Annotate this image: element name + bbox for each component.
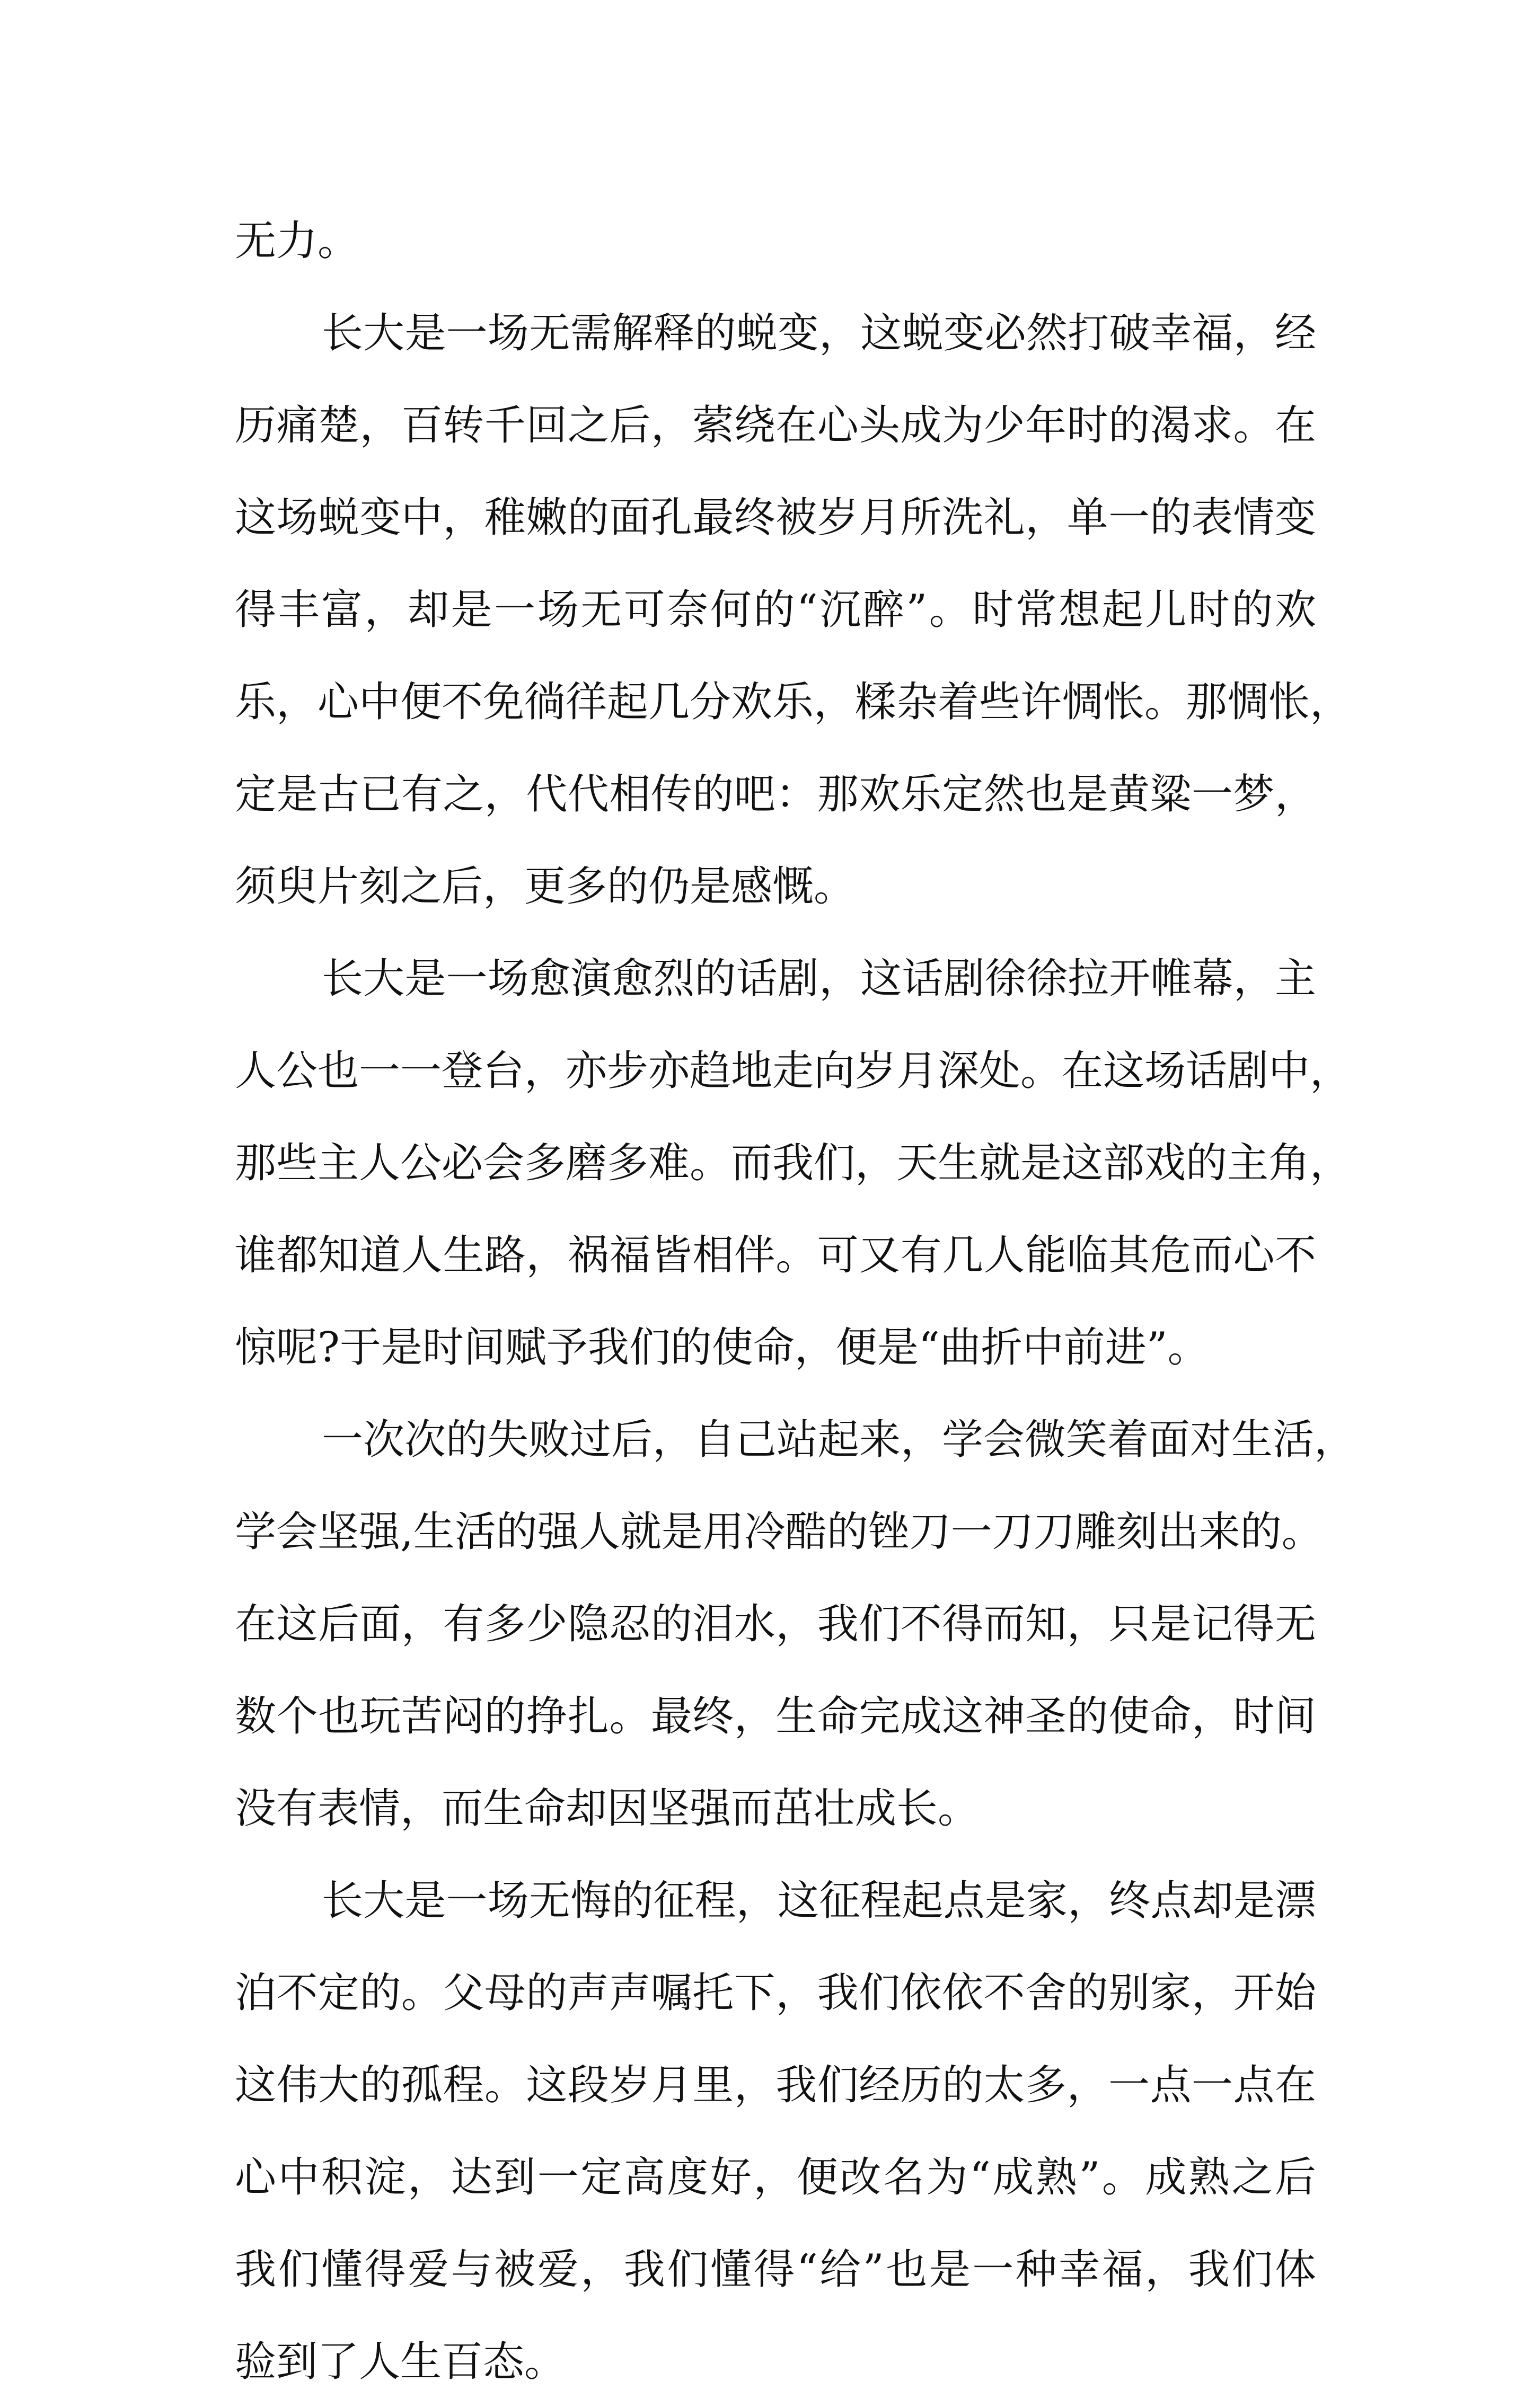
text-line-24: 验到了人生百态。 [235,2338,566,2386]
text-line-22: 心中积淀，达到一定高度好，便改名为“成熟”。成熟之后 [235,2154,1316,2201]
text-line-11: 那些主人公必会多磨多难。而我们，天生就是这部戏的主角， [235,1139,1352,1187]
text-line-3: 历痛楚，百转千回之后，萦绕在心头成为少年时的渴求。在 [235,402,1316,449]
text-line-23: 我们懂得爱与被爱，我们懂得“给”也是一种幸福，我们体 [235,2246,1316,2294]
essay-body [235,195,1356,2408]
text-line-9: 长大是一场愈演愈烈的话剧，这话剧徐徐拉开帷幕，主 [322,955,1316,1003]
text-line-16: 在这后面，有多少隐忍的泪水，我们不得而知，只是记得无 [235,1600,1316,1648]
text-line-15: 学会坚强,生活的强人就是用冷酷的锉刀一刀刀雕刻出来的。 [235,1508,1323,1556]
text-line-8: 须臾片刻之后，更多的仍是感慨。 [235,863,856,910]
text-line-19: 长大是一场无悔的征程，这征程起点是家，终点却是漂 [322,1877,1316,1925]
text-line-10: 人公也一一登台，亦步亦趋地走向岁月深处。在这场话剧中， [235,1047,1352,1095]
text-line-6: 乐，心中便不免徜徉起几分欢乐，糅杂着些许惆怅。那惆怅， [235,678,1352,726]
text-line-14: 一次次的失败过后，自己站起来，学会微笑着面对生活， [322,1416,1356,1464]
text-line-21: 这伟大的孤程。这段岁月里，我们经历的太多，一点一点在 [235,2061,1316,2109]
text-line-12: 谁都知道人生路，祸福皆相伴。可又有几人能临其危而心不 [235,1232,1316,1279]
text-line-2: 长大是一场无需解释的蜕变，这蜕变必然打破幸福，经 [322,309,1316,357]
text-line-7: 定是古已有之，代代相传的吧：那欢乐定然也是黄粱一梦， [235,771,1316,818]
text-line-5: 得丰富，却是一场无可奈何的“沉醉”。时常想起儿时的欢 [235,586,1316,634]
text-line-18: 没有表情，而生命却因坚强而茁壮成长。 [235,1785,980,1832]
text-line-1: 无力。 [235,217,359,265]
text-line-13: 惊呢?于是时间赋予我们的使命，便是“曲折中前进”。 [235,1324,1209,1371]
text-line-20: 泊不定的。父母的声声嘱托下，我们依依不舍的别家，开始 [235,1969,1316,2017]
text-line-4: 这场蜕变中，稚嫩的面孔最终被岁月所洗礼，单一的表情变 [235,494,1316,542]
text-line-17: 数个也玩苦闷的挣扎。最终，生命完成这神圣的使命，时间 [235,1693,1316,1740]
